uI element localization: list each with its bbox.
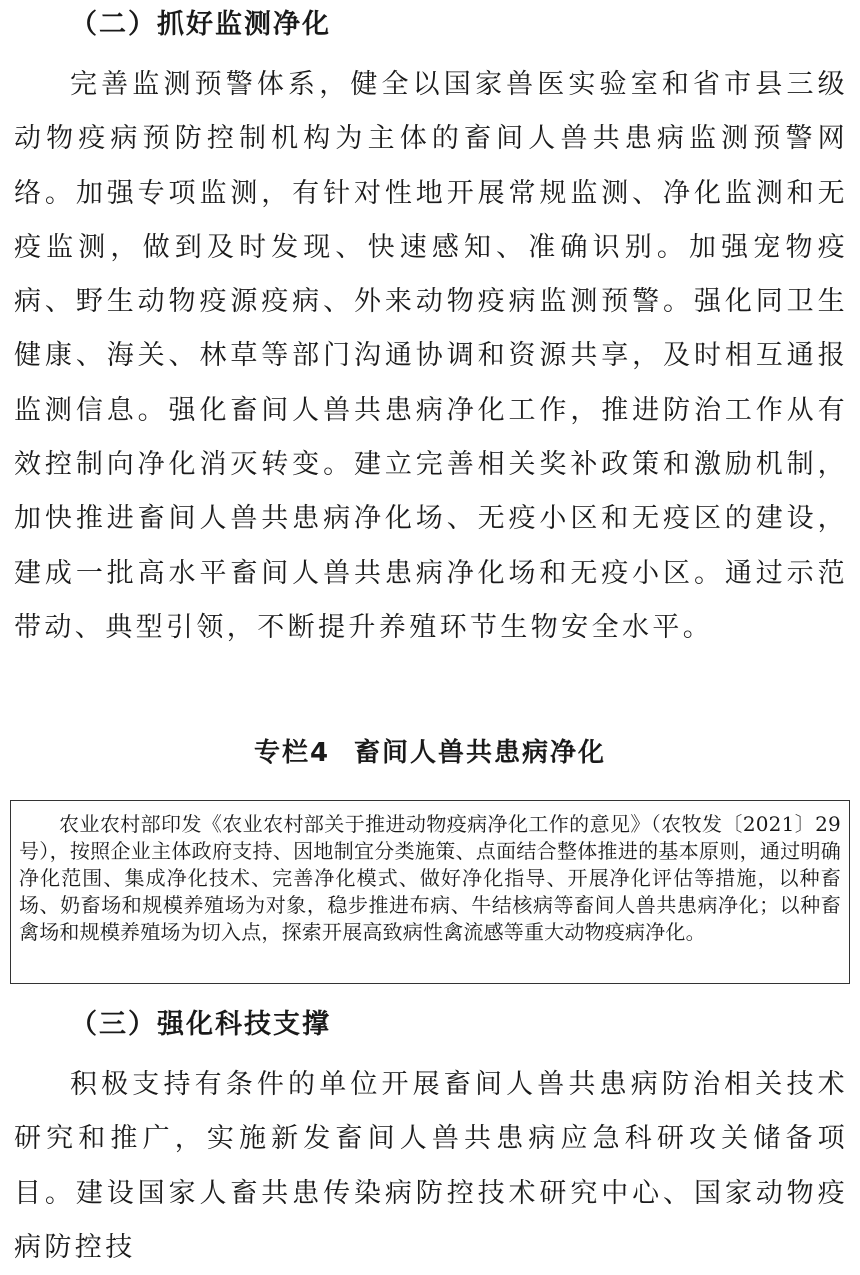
section-heading-tech-support: （三）强化科技支撑 bbox=[70, 1009, 331, 1040]
column-body: 农业农村部印发《农业农村部关于推进动物疫病净化工作的意见》（农牧发〔2021〕29号），按照企业主体政府支持、因地制宜分类施策、点面结合整体推进的基本原则，通过明确净化范围、集成净化技术、完善净化模式、做好净化指导、开展净化评估等措施，以种畜场、奶畜场和规模养殖场为对象，稳步推进布病、牛结核病等畜间人兽共患病净化；以种畜禽场和规模养殖场为切入点，探索开展高致病性禽流感等重大动物疫病净化。 bbox=[19, 812, 841, 944]
column-number: 专栏4 bbox=[253, 738, 331, 768]
column-title-text: 畜间人兽共患病净化 bbox=[354, 738, 607, 768]
section-heading-monitoring: （二）抓好监测净化 bbox=[70, 9, 331, 40]
column-box bbox=[10, 800, 850, 984]
column-title bbox=[0, 732, 860, 769]
section-paragraph-tech-support: 积极支持有条件的单位开展畜间人兽共患病防治相关技术研究和推广，实施新发畜间人兽共患病应急科研攻关储备项目。建设国家人畜共患传染病防控技术研究中心、国家动物疫病防控技 bbox=[14, 1069, 848, 1263]
section-paragraph-monitoring: 完善监测预警体系，健全以国家兽医实验室和省市县三级动物疫病预防控制机构为主体的畜间人兽共患病监测预警网络。加强专项监测，有针对性地开展常规监测、净化监测和无疫监测，做到及时发现、快速感知、准确识别。加强宠物疫病、野生动物疫源疫病、外来动物疫病监测预警。强化同卫生健康、海关、林草等部门沟通协调和资源共享，及时相互通报监测信息。强化畜间人兽共患病净化工作，推进防治工作从有效控制向净化消灭转变。建立完善相关奖补政策和激励机制，加快推进畜间人兽共患病净化场、无疫小区和无疫区的建设，建成一批高水平畜间人兽共患病净化场和无疫小区。通过示范带动、典型引领，不断提升养殖环节生物安全水平。 bbox=[14, 69, 848, 643]
